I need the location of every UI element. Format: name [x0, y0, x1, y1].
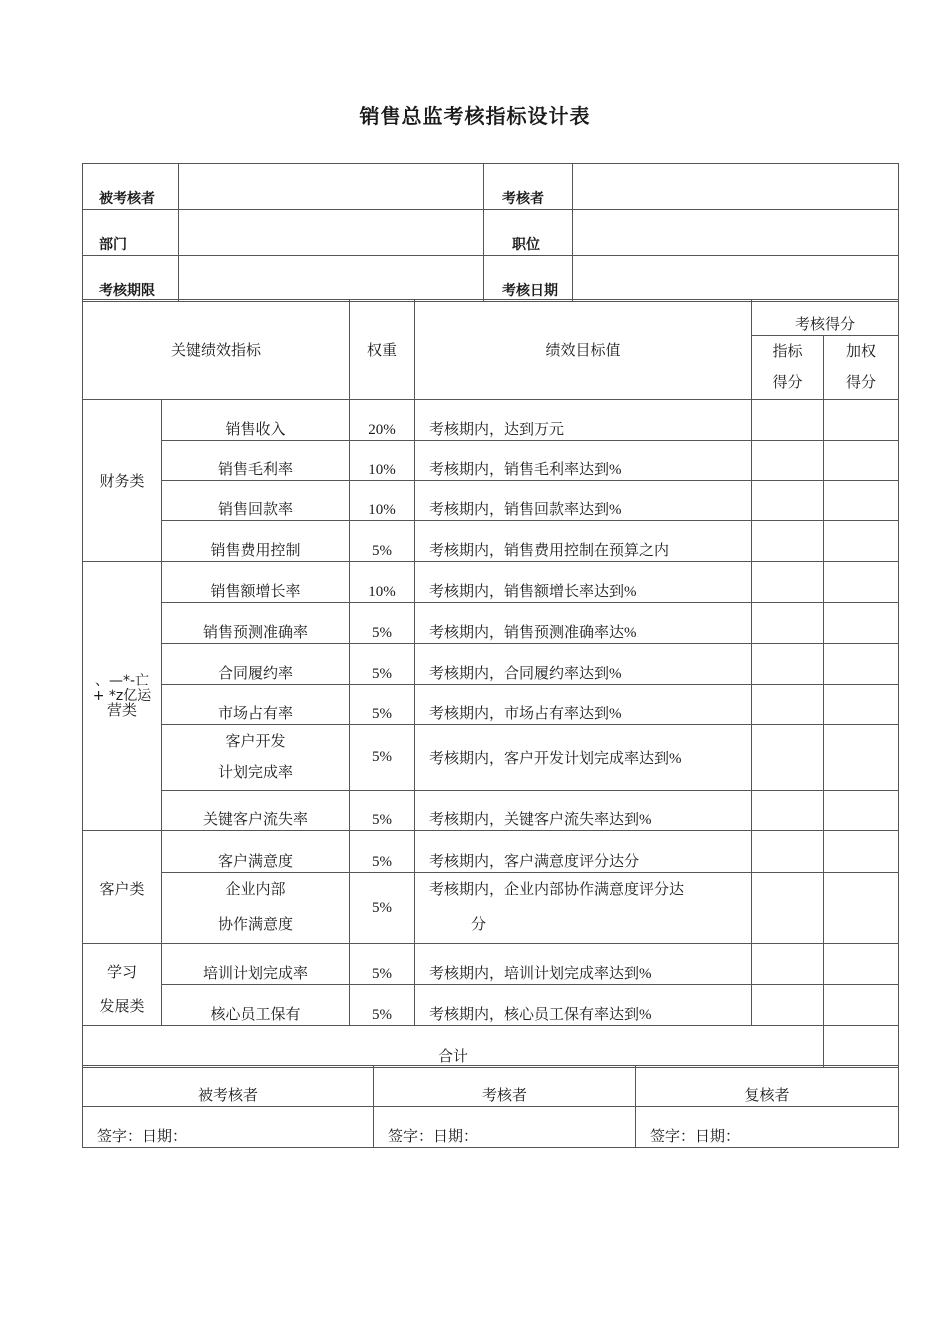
department-field[interactable] [179, 210, 484, 256]
kpi-name: 市场占有率 [162, 685, 350, 725]
examinee-signature-header: 被考核者 [83, 1066, 374, 1107]
kpi-weight: 5% [350, 831, 415, 873]
index-score-cell[interactable] [752, 521, 824, 562]
kpi-column-header: 关键绩效指标 [83, 300, 350, 400]
table-row [83, 873, 899, 944]
kpi-weight: 5% [350, 685, 415, 725]
kpi-target: 考核期内，销售费用控制在预算之内 [415, 521, 752, 562]
kpi-weight: 5% [350, 873, 415, 944]
weighted-score-header: 加权 得分 [824, 336, 899, 400]
kpi-target: 考核期内，培训计划完成率达到% [415, 944, 752, 985]
table-row [83, 603, 899, 644]
period-field[interactable] [179, 256, 484, 302]
kpi-name: 关键客户流失率 [162, 791, 350, 831]
score-column-header: 考核得分 [752, 300, 899, 336]
kpi-target: 考核期内，核心员工保有率达到% [415, 985, 752, 1026]
index-score-cell[interactable] [752, 644, 824, 685]
department-label: 部门 [83, 210, 179, 256]
table-row [83, 944, 899, 985]
table-row [83, 521, 899, 562]
kpi-target: 考核期内，达到万元 [415, 400, 752, 441]
weighted-score-cell[interactable] [824, 873, 899, 944]
period-label: 考核期限 [83, 256, 179, 302]
table-row [83, 685, 899, 725]
examiner-signature-header: 考核者 [374, 1066, 636, 1107]
kpi-name: 销售回款率 [162, 481, 350, 521]
kpi-name: 销售收入 [162, 400, 350, 441]
index-score-cell[interactable] [752, 944, 824, 985]
kpi-target: 考核期内，客户满意度评分达分 [415, 831, 752, 873]
page-title: 销售总监考核指标设计表 [359, 106, 591, 128]
index-score-cell[interactable] [752, 685, 824, 725]
weighted-score-cell[interactable] [824, 831, 899, 873]
table-row [83, 791, 899, 831]
kpi-weight: 5% [350, 521, 415, 562]
table-row [83, 441, 899, 481]
index-score-cell[interactable] [752, 831, 824, 873]
category-operations: 、—*-亡 + *z亿运 营类 [83, 562, 162, 831]
kpi-target: 考核期内，关键客户流失率达到% [415, 791, 752, 831]
kpi-weight: 5% [350, 985, 415, 1026]
info-table [82, 163, 899, 302]
reviewer-signature-field[interactable]: 签字：日期： [636, 1107, 899, 1148]
signature-table [82, 1065, 899, 1148]
kpi-target: 考核期内，销售毛利率达到% [415, 441, 752, 481]
weighted-score-cell[interactable] [824, 400, 899, 441]
index-score-cell[interactable] [752, 481, 824, 521]
kpi-name: 企业内部 协作满意度 [162, 873, 350, 944]
index-score-cell[interactable] [752, 562, 824, 603]
kpi-name: 培训计划完成率 [162, 944, 350, 985]
weighted-score-cell[interactable] [824, 685, 899, 725]
info-row-department [83, 210, 899, 256]
category-customer: 客户类 [83, 831, 162, 944]
total-label: 合计 [83, 1026, 824, 1068]
kpi-weight: 5% [350, 791, 415, 831]
kpi-name: 客户满意度 [162, 831, 350, 873]
kpi-weight: 5% [350, 944, 415, 985]
examinee-field[interactable] [179, 164, 484, 210]
table-row [83, 644, 899, 685]
kpi-target: 考核期内，销售预测准确率达% [415, 603, 752, 644]
category-learning: 学习 发展类 [83, 944, 162, 1026]
examinee-label: 被考核者 [83, 164, 179, 210]
table-row [83, 562, 899, 603]
index-score-header: 指标 得分 [752, 336, 824, 400]
info-row-examinee [83, 164, 899, 210]
kpi-target: 考核期内，合同履约率达到% [415, 644, 752, 685]
total-row [83, 1026, 899, 1068]
info-row-period [83, 256, 899, 302]
kpi-target: 考核期内，销售额增长率达到% [415, 562, 752, 603]
kpi-name: 销售预测准确率 [162, 603, 350, 644]
date-label: 考核日期 [484, 256, 573, 302]
table-row [83, 400, 899, 441]
index-score-cell[interactable] [752, 791, 824, 831]
index-score-cell[interactable] [752, 873, 824, 944]
kpi-weight: 5% [350, 644, 415, 685]
index-score-cell[interactable] [752, 985, 824, 1026]
weighted-score-cell[interactable] [824, 725, 899, 791]
index-score-cell[interactable] [752, 441, 824, 481]
examiner-label: 考核者 [484, 164, 573, 210]
kpi-weight: 20% [350, 400, 415, 441]
kpi-target: 考核期内，销售回款率达到% [415, 481, 752, 521]
kpi-weight: 10% [350, 481, 415, 521]
total-score-cell[interactable] [824, 1026, 899, 1068]
weighted-score-cell[interactable] [824, 603, 899, 644]
examiner-signature-field[interactable]: 签字：日期： [374, 1107, 636, 1148]
weighted-score-cell[interactable] [824, 985, 899, 1026]
target-column-header: 绩效目标值 [415, 300, 752, 400]
index-score-cell[interactable] [752, 725, 824, 791]
table-row [83, 481, 899, 521]
kpi-name: 销售费用控制 [162, 521, 350, 562]
category-finance: 财务类 [83, 400, 162, 562]
kpi-target: 考核期内，市场占有率达到% [415, 685, 752, 725]
kpi-weight: 5% [350, 725, 415, 791]
kpi-name: 核心员工保有 [162, 985, 350, 1026]
kpi-table [82, 299, 899, 1068]
weighted-score-cell[interactable] [824, 644, 899, 685]
weighted-score-cell[interactable] [824, 481, 899, 521]
kpi-target: 考核期内，企业内部协作满意度评分达 分 [415, 873, 752, 944]
kpi-weight: 10% [350, 562, 415, 603]
position-field[interactable] [573, 210, 899, 256]
signature-header-row [83, 1066, 899, 1107]
date-field[interactable] [573, 256, 899, 302]
weighted-score-cell[interactable] [824, 791, 899, 831]
table-row [83, 725, 899, 791]
weighted-score-cell[interactable] [824, 521, 899, 562]
kpi-name: 销售额增长率 [162, 562, 350, 603]
weighted-score-cell[interactable] [824, 944, 899, 985]
kpi-name: 客户开发 计划完成率 [162, 725, 350, 791]
kpi-target: 考核期内，客户开发计划完成率达到% [415, 725, 752, 791]
weight-column-header: 权重 [350, 300, 415, 400]
examiner-field[interactable] [573, 164, 899, 210]
weighted-score-cell[interactable] [824, 441, 899, 481]
position-label: 职位 [484, 210, 573, 256]
index-score-cell[interactable] [752, 400, 824, 441]
signature-row [83, 1107, 899, 1148]
reviewer-signature-header: 复核者 [636, 1066, 899, 1107]
table-row [83, 831, 899, 873]
kpi-name: 销售毛利率 [162, 441, 350, 481]
kpi-name: 合同履约率 [162, 644, 350, 685]
kpi-weight: 10% [350, 441, 415, 481]
weighted-score-cell[interactable] [824, 562, 899, 603]
table-row [83, 985, 899, 1026]
index-score-cell[interactable] [752, 603, 824, 644]
examinee-signature-field[interactable]: 签字：日期： [83, 1107, 374, 1148]
kpi-weight: 5% [350, 603, 415, 644]
kpi-header-row [83, 300, 899, 336]
